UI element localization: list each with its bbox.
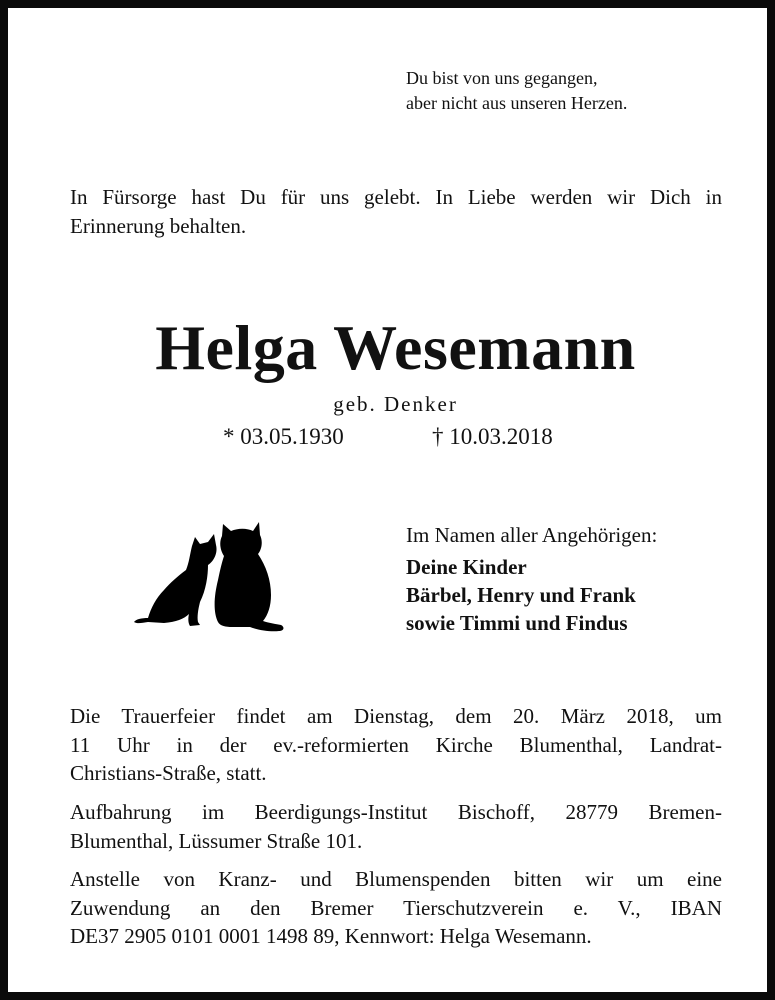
- funeral-line-2: 11 Uhr in der ev.-reformierten Kirche Blumenthal, Landrat-: [70, 732, 722, 757]
- donation-line-2: Zuwendung an den Bremer Tierschutzverein e. V., IBAN: [70, 895, 722, 920]
- funeral-info: [70, 702, 722, 788]
- relatives-line-1: Deine Kinder: [406, 555, 527, 579]
- deceased-name: Helga Wesemann: [155, 312, 636, 383]
- intro-text: [70, 183, 722, 241]
- birth-date: * 03.05.1930: [223, 424, 344, 449]
- poem-line-1: Du bist von uns gegangen,: [406, 68, 598, 88]
- viewing-line-1: Aufbahrung im Beerdigungs-Institut Bischoff, 28779 Bremen-: [70, 800, 722, 824]
- two-cats-silhouette-icon: [134, 520, 286, 636]
- poem: [406, 66, 627, 116]
- relatives-list: [406, 553, 636, 637]
- viewing-line-2: Blumenthal, Lüssumer Straße 101.: [70, 828, 363, 853]
- relatives-intro: Im Namen aller Angehörigen:: [406, 523, 658, 547]
- intro-line-1: In Fürsorge hast Du für uns gelebt. In Liebe werden wir Dich in: [70, 185, 722, 209]
- intro-line-2: Erinnerung behalten.: [70, 214, 247, 238]
- relatives-line-2: Bärbel, Henry und Frank: [406, 583, 636, 607]
- birth-name: geb. Denker: [333, 392, 458, 416]
- death-date: † 10.03.2018: [432, 424, 553, 449]
- donation-info: [70, 865, 722, 951]
- poem-line-2: aber nicht aus unseren Herzen.: [406, 93, 628, 113]
- funeral-line-3: Christians-Straße, statt.: [70, 761, 267, 785]
- viewing-info: [70, 798, 722, 855]
- relatives-line-3: sowie Timmi und Findus: [406, 611, 628, 635]
- donation-line-3: DE37 2905 0101 0001 1498 89, Kennwort: Helga Wesemann.: [70, 924, 592, 948]
- donation-line-1: Anstelle von Kranz- und Blumenspenden bitten wir um eine: [70, 867, 722, 891]
- funeral-line-1: Die Trauerfeier findet am Dienstag, dem 20. März 2018, um: [70, 704, 722, 728]
